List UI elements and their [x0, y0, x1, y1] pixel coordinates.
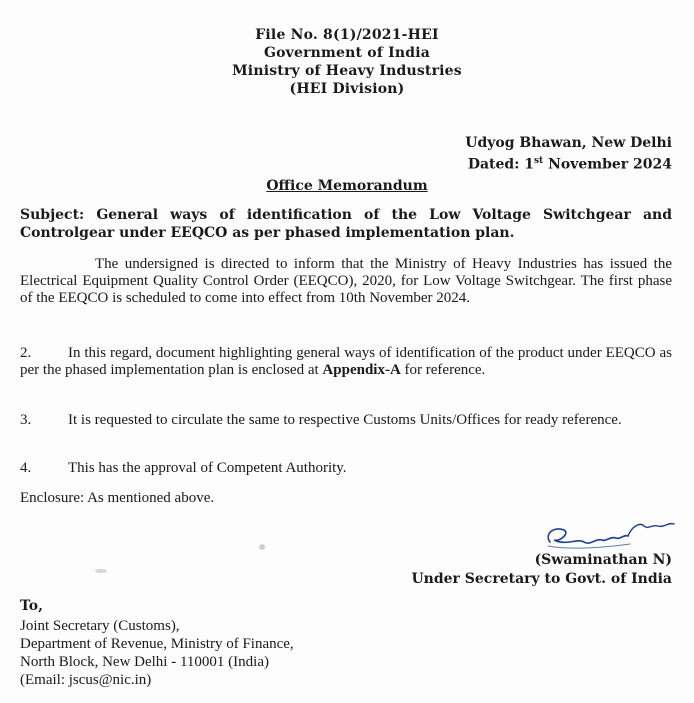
government-name: Government of India	[263, 45, 431, 61]
enclosure-note: Enclosure: As mentioned above.	[20, 490, 215, 506]
recipient-line-2: Department of Revenue, Ministry of Finance,	[20, 636, 294, 652]
date-prefix: Dated: 1	[467, 156, 534, 173]
signature-stroke-tail	[628, 524, 674, 536]
paragraph-2	[20, 345, 672, 379]
file-number: File No. 8(1)/2021-HEI	[255, 27, 439, 43]
paragraph-4-number: 4.	[20, 460, 32, 476]
memo-title: Office Memorandum	[266, 178, 428, 194]
recipient-line-3: North Block, New Delhi - 110001 (India)	[20, 654, 269, 670]
paragraph-2-tail: for reference.	[400, 362, 486, 378]
paragraph-1	[20, 256, 672, 307]
signatory-name: (Swaminathan N)	[534, 552, 672, 568]
paragraph-2-number: 2.	[20, 345, 32, 361]
date-superscript: st	[533, 156, 544, 166]
ink-smudge-1	[255, 540, 269, 554]
recipient-line-1: Joint Secretary (Customs),	[20, 618, 180, 634]
paragraph-3-number: 3.	[20, 412, 32, 428]
ministry-name: Ministry of Heavy Industries	[232, 63, 462, 79]
paragraph-4	[20, 460, 672, 477]
subject-line: Subject: General ways of identification of the Low Voltage Switchgear and Controlgear under EEQCO as per phased implementation plan.	[20, 207, 672, 241]
paragraph-4-text: This has the approval of Competent Authority.	[68, 460, 347, 476]
to-label: To,	[20, 598, 44, 614]
paragraph-3	[20, 412, 672, 429]
signature-scribble	[540, 516, 690, 556]
smudge-dot-1	[259, 544, 265, 550]
ink-smudge-2	[92, 566, 110, 576]
appendix-reference: Appendix-A	[322, 362, 401, 378]
smudge-dot-2	[95, 569, 107, 573]
date-suffix: November 2024	[543, 156, 672, 173]
signatory-designation: Under Secretary to Govt. of India	[411, 571, 672, 587]
paragraph-3-text: It is requested to circulate the same to respective Customs Units/Offices for ready reference.	[68, 412, 622, 428]
paragraph-2-text: In this regard, document highlighting general ways of identification of the product under EEQCO as per the phased implementation plan is enclosed at	[20, 345, 672, 378]
division-name: (HEI Division)	[289, 81, 405, 97]
issuing-place: Udyog Bhawan, New Delhi	[465, 135, 672, 151]
recipient-email: (Email: jscus@nic.in)	[20, 672, 152, 688]
issue-date	[468, 152, 672, 174]
signature-underline	[548, 544, 630, 548]
paragraph-1-text: The undersigned is directed to inform that the Ministry of Heavy Industries has issued the Electrical Equipment Quality Control Order (EEQCO), 2020, for Low Voltage Switchgear. The first phase of the EEQCO is scheduled to come into effect from 10th November 2024.	[20, 256, 672, 306]
signature-stroke-main	[548, 529, 628, 543]
